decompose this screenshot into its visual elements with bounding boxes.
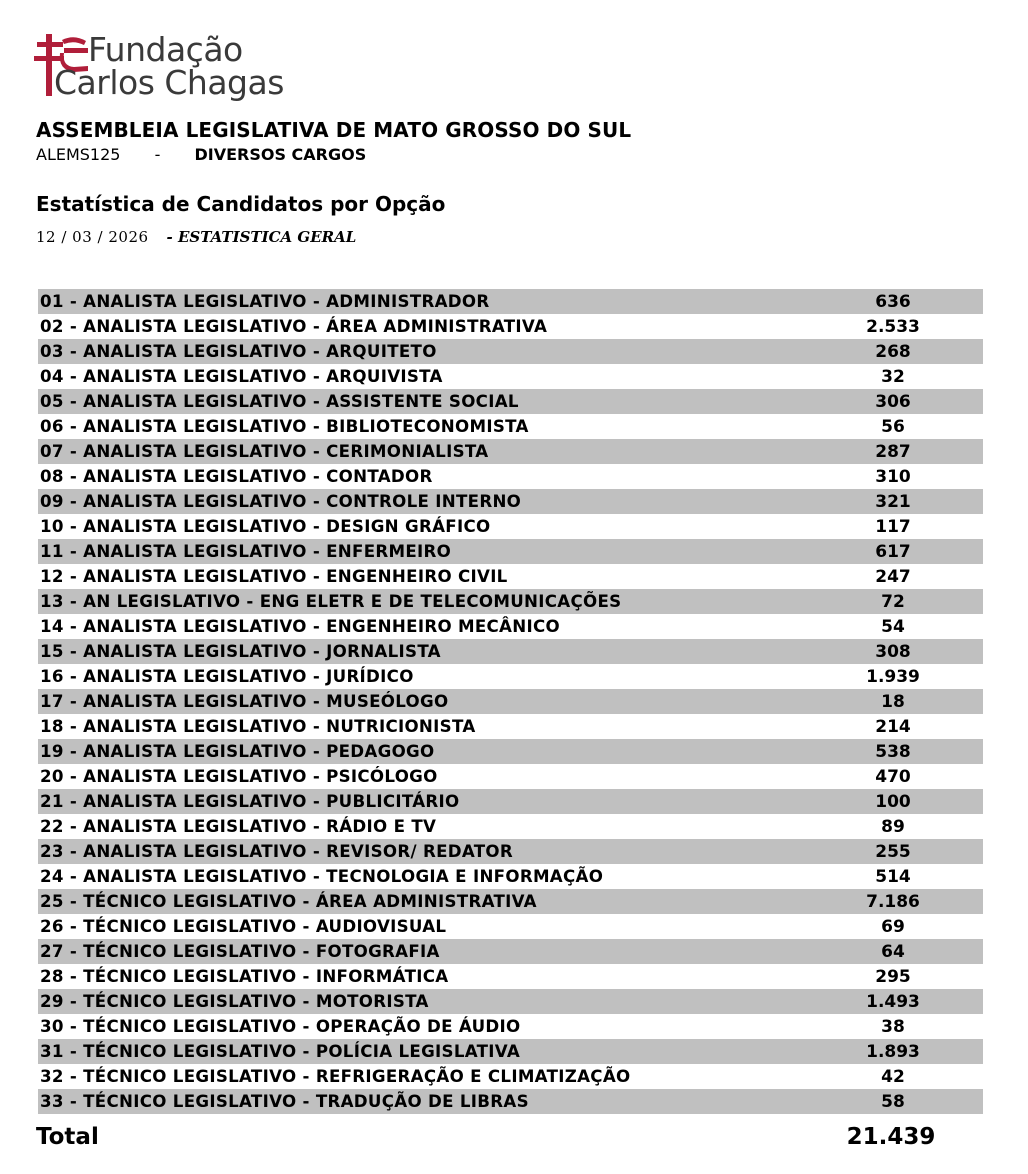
total-row <box>36 1124 983 1150</box>
option-label: 08 - ANALISTA LEGISLATIVO - CONTADOR <box>39 466 433 487</box>
report-kind: - ESTATISTICA GERAL <box>166 228 357 246</box>
total-value: 21.439 <box>846 1124 936 1150</box>
option-label: 03 - ANALISTA LEGISLATIVO - ARQUITETO <box>39 341 437 362</box>
table-row <box>38 914 983 939</box>
candidate-count: 69 <box>881 916 905 937</box>
option-label: 23 - ANALISTA LEGISLATIVO - REVISOR/ REDATOR <box>39 841 514 862</box>
cargo-label: DIVERSOS CARGOS <box>194 145 367 164</box>
table-row <box>38 414 983 439</box>
option-label: 09 - ANALISTA LEGISLATIVO - CONTROLE INTERNO <box>39 491 522 512</box>
candidate-count: 268 <box>875 341 911 362</box>
option-label: 32 - TÉCNICO LEGISLATIVO - REFRIGERAÇÃO E CLIMATIZAÇÃO <box>39 1066 631 1087</box>
candidate-count: 306 <box>875 391 911 412</box>
candidate-count: 321 <box>875 491 911 512</box>
table-row <box>38 989 983 1014</box>
fcc-logo <box>34 30 354 106</box>
candidate-count: 56 <box>881 416 905 437</box>
table-row <box>38 539 983 564</box>
candidate-count: 7.186 <box>866 891 920 912</box>
table-row <box>38 314 983 339</box>
candidate-count: 54 <box>881 616 905 637</box>
candidate-count: 2.533 <box>866 316 920 337</box>
option-label: 11 - ANALISTA LEGISLATIVO - ENFERMEIRO <box>39 541 452 562</box>
option-label: 01 - ANALISTA LEGISLATIVO - ADMINISTRADOR <box>39 291 490 312</box>
table-row <box>38 664 983 689</box>
report-date: 12 / 03 / 2026 <box>36 228 149 246</box>
candidate-count: 1.893 <box>866 1041 920 1062</box>
table-row <box>38 1089 983 1114</box>
logo-text-line2: Carlos Chagas <box>54 63 284 102</box>
logo-text-line1: Fundação <box>88 30 243 69</box>
candidate-count: 18 <box>881 691 905 712</box>
table-row <box>38 689 983 714</box>
candidate-count: 538 <box>875 741 911 762</box>
candidate-count: 100 <box>875 791 911 812</box>
option-label: 05 - ANALISTA LEGISLATIVO - ASSISTENTE SOCIAL <box>39 391 519 412</box>
exam-code: ALEMS125 <box>36 145 121 164</box>
table-row <box>38 289 983 314</box>
candidate-count: 470 <box>875 766 911 787</box>
table-row <box>38 639 983 664</box>
option-label: 17 - ANALISTA LEGISLATIVO - MUSEÓLOGO <box>39 691 449 712</box>
table-row <box>38 1039 983 1064</box>
option-label: 33 - TÉCNICO LEGISLATIVO - TRADUÇÃO DE LIBRAS <box>39 1091 529 1112</box>
candidate-count: 308 <box>875 641 911 662</box>
candidate-count: 295 <box>875 966 911 987</box>
option-label: 31 - TÉCNICO LEGISLATIVO - POLÍCIA LEGISLATIVA <box>39 1041 521 1062</box>
total-label: Total <box>36 1124 99 1150</box>
option-label: 21 - ANALISTA LEGISLATIVO - PUBLICITÁRIO <box>39 791 460 812</box>
option-label: 02 - ANALISTA LEGISLATIVO - ÁREA ADMINISTRATIVA <box>39 316 548 337</box>
table-row <box>38 739 983 764</box>
option-label: 19 - ANALISTA LEGISLATIVO - PEDAGOGO <box>39 741 435 762</box>
candidate-count: 617 <box>875 541 911 562</box>
option-label: 18 - ANALISTA LEGISLATIVO - NUTRICIONISTA <box>39 716 476 737</box>
option-label: 25 - TÉCNICO LEGISLATIVO - ÁREA ADMINISTRATIVA <box>39 891 537 912</box>
table-row <box>38 364 983 389</box>
table-row <box>38 464 983 489</box>
table-row <box>38 814 983 839</box>
institution-title: ASSEMBLEIA LEGISLATIVA DE MATO GROSSO DO SUL <box>36 118 632 142</box>
candidate-count: 310 <box>875 466 911 487</box>
table-row <box>38 514 983 539</box>
option-label: 20 - ANALISTA LEGISLATIVO - PSICÓLOGO <box>39 766 438 787</box>
candidates-table <box>38 289 983 1114</box>
option-label: 14 - ANALISTA LEGISLATIVO - ENGENHEIRO MECÂNICO <box>39 616 560 637</box>
candidate-count: 117 <box>875 516 911 537</box>
table-row <box>38 489 983 514</box>
option-label: 29 - TÉCNICO LEGISLATIVO - MOTORISTA <box>39 991 429 1012</box>
option-label: 04 - ANALISTA LEGISLATIVO - ARQUIVISTA <box>39 366 443 387</box>
table-row <box>38 439 983 464</box>
option-label: 13 - AN LEGISLATIVO - ENG ELETR E DE TELECOMUNICAÇÕES <box>39 591 622 612</box>
table-row <box>38 1014 983 1039</box>
option-label: 30 - TÉCNICO LEGISLATIVO - OPERAÇÃO DE ÁUDIO <box>39 1016 521 1037</box>
candidate-count: 1.493 <box>866 991 920 1012</box>
option-label: 16 - ANALISTA LEGISLATIVO - JURÍDICO <box>39 666 414 687</box>
table-row <box>38 1064 983 1089</box>
candidate-count: 64 <box>881 941 905 962</box>
table-row <box>38 564 983 589</box>
option-label: 27 - TÉCNICO LEGISLATIVO - FOTOGRAFIA <box>39 941 440 962</box>
table-row <box>38 889 983 914</box>
candidate-count: 58 <box>881 1091 905 1112</box>
candidate-count: 514 <box>875 866 911 887</box>
option-label: 24 - ANALISTA LEGISLATIVO - TECNOLOGIA E INFORMAÇÃO <box>39 866 604 887</box>
option-label: 26 - TÉCNICO LEGISLATIVO - AUDIOVISUAL <box>39 916 447 937</box>
option-label: 22 - ANALISTA LEGISLATIVO - RÁDIO E TV <box>39 816 437 837</box>
candidate-count: 42 <box>881 1066 905 1087</box>
option-label: 15 - ANALISTA LEGISLATIVO - JORNALISTA <box>39 641 441 662</box>
table-row <box>38 589 983 614</box>
candidate-count: 32 <box>881 366 905 387</box>
table-row <box>38 939 983 964</box>
option-label: 07 - ANALISTA LEGISLATIVO - CERIMONIALISTA <box>39 441 489 462</box>
exam-subtitle <box>36 145 366 164</box>
candidate-count: 72 <box>881 591 905 612</box>
candidate-count: 214 <box>875 716 911 737</box>
table-row <box>38 339 983 364</box>
table-row <box>38 964 983 989</box>
table-row <box>38 864 983 889</box>
table-row <box>38 839 983 864</box>
candidate-count: 1.939 <box>866 666 920 687</box>
option-label: 10 - ANALISTA LEGISLATIVO - DESIGN GRÁFICO <box>39 516 491 537</box>
candidate-count: 255 <box>875 841 911 862</box>
subtitle-separator: - <box>154 145 161 164</box>
candidate-count: 38 <box>881 1016 905 1037</box>
table-row <box>38 714 983 739</box>
report-title: Estatística de Candidatos por Opção <box>36 192 446 216</box>
candidate-count: 89 <box>881 816 905 837</box>
table-row <box>38 614 983 639</box>
option-label: 28 - TÉCNICO LEGISLATIVO - INFORMÁTICA <box>39 966 449 987</box>
option-label: 12 - ANALISTA LEGISLATIVO - ENGENHEIRO CIVIL <box>39 566 508 587</box>
candidate-count: 287 <box>875 441 911 462</box>
option-label: 06 - ANALISTA LEGISLATIVO - BIBLIOTECONOMISTA <box>39 416 529 437</box>
table-row <box>38 789 983 814</box>
candidate-count: 247 <box>875 566 911 587</box>
table-row <box>38 389 983 414</box>
report-date-line <box>36 228 356 246</box>
table-row <box>38 764 983 789</box>
candidate-count: 636 <box>875 291 911 312</box>
